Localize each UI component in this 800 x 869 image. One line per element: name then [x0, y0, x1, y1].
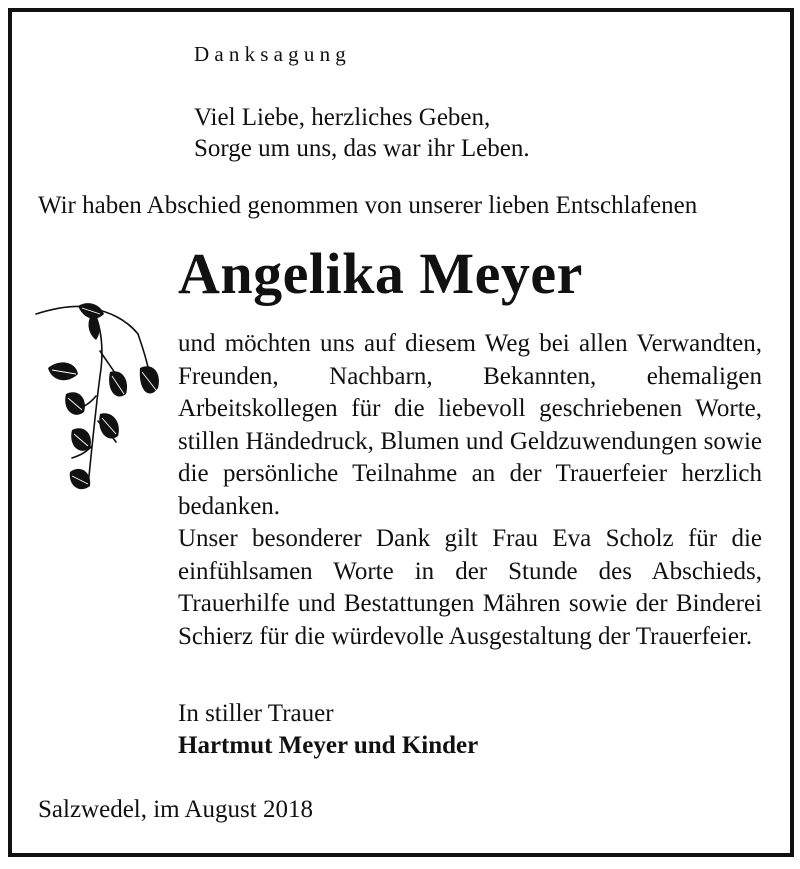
notice-heading: Danksagung — [194, 42, 351, 66]
deceased-name: Angelika Meyer — [178, 241, 583, 306]
poem-line: Sorge um uns, das war ihr Leben. — [194, 135, 530, 162]
closing-text: In stiller Trauer — [178, 700, 334, 727]
thanks-paragraph: und möchten uns auf diesem Weg bei allen Verwandten, Freunden, Nachbarn, Bekannten, ehemaligen Arbeitskollegen für die liebevoll geschriebenen Worte, stillen Händedruck, Blumen und Geldzuwendungen sowie die persönliche Teilnahme an der Trauerfeier herzlich bedanken. — [178, 330, 762, 520]
place-date: Salzwedel, im August 2018 — [38, 796, 313, 823]
signatories: Hartmut Meyer und Kinder — [178, 732, 479, 759]
notice-body — [178, 328, 762, 653]
poem-line: Viel Liebe, herzliches Geben, — [194, 104, 491, 131]
special-thanks-paragraph: Unser besonderer Dank gilt Frau Eva Scholz für die einfühlsamen Worte in der Stunde des Abschieds, Trauerhilfe und Bestattungen Mähren sowie der Binderei Schierz für die würdevolle Ausgestaltung der Trauerfeier. — [178, 525, 762, 650]
birch-branch-icon — [30, 296, 170, 506]
intro-text: Wir haben Abschied genommen von unserer lieben Entschlafenen — [38, 192, 698, 219]
poem — [194, 102, 530, 164]
